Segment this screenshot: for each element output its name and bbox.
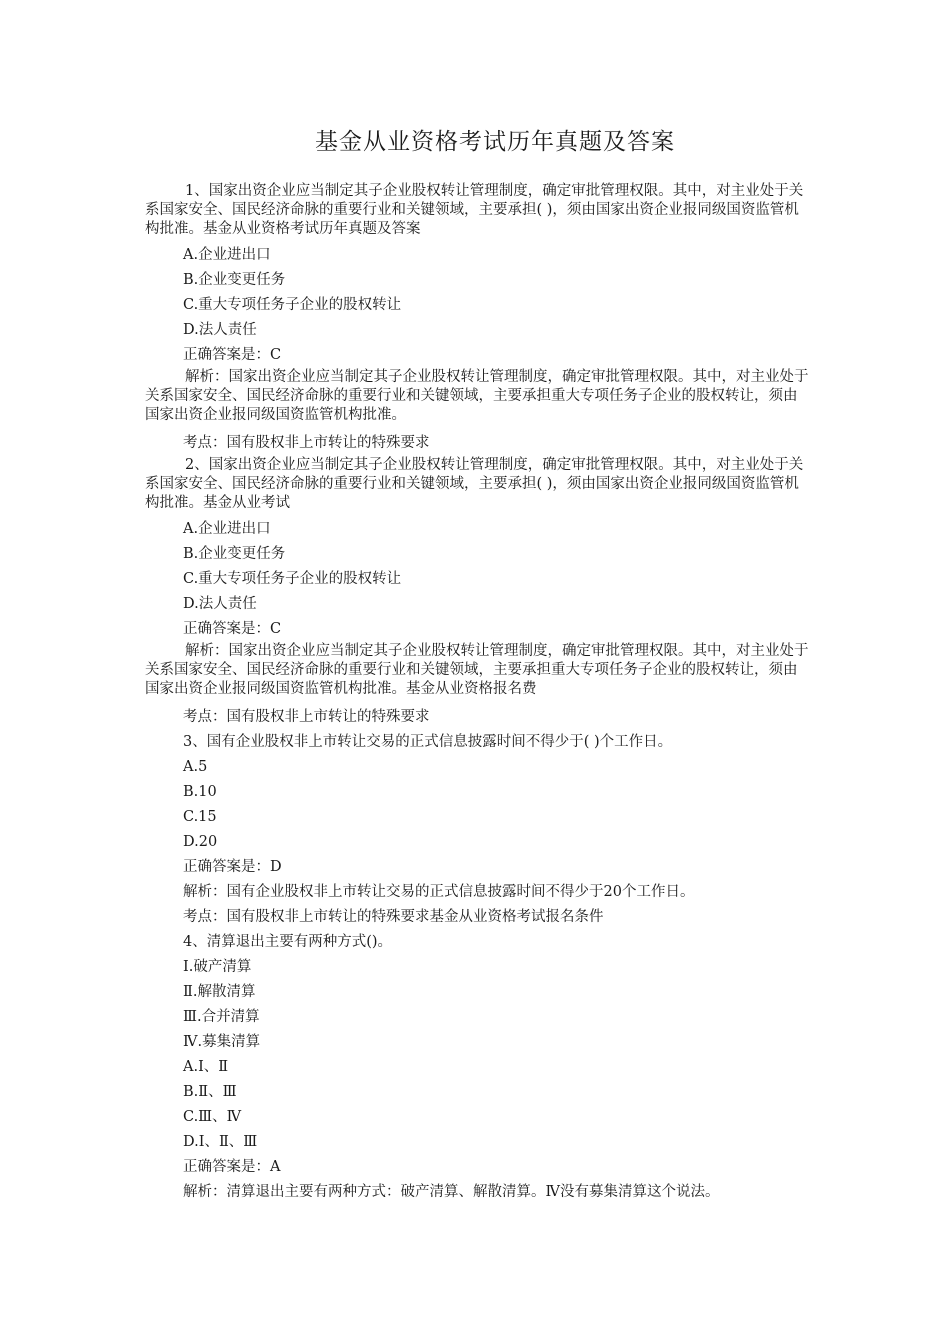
question-2-option-a: A.企业进出口 (183, 521, 271, 537)
question-1-answer: 正确答案是：C (183, 347, 282, 363)
question-4-option-d: D.Ⅰ、Ⅱ、Ⅲ (183, 1134, 258, 1150)
question-3-option-d: D.20 (183, 834, 218, 850)
question-2-option-d: D.法人责任 (183, 596, 257, 612)
question-4-answer: 正确答案是：A (183, 1159, 281, 1175)
question-4-option-b: B.Ⅱ、Ⅲ (183, 1084, 237, 1100)
question-4-item-4: Ⅳ.募集清算 (183, 1034, 261, 1050)
question-3-option-c: C.15 (183, 809, 217, 825)
question-4-item-3: Ⅲ.合并清算 (183, 1009, 260, 1025)
question-4-option-c: C.Ⅲ、Ⅳ (183, 1109, 242, 1125)
question-2-option-c: C.重大专项任务子企业的股权转让 (183, 571, 402, 587)
question-4-option-a: A.Ⅰ、Ⅱ (183, 1059, 229, 1075)
question-4-item-2: Ⅱ.解散清算 (183, 984, 256, 1000)
document-title: 基金从业资格考试历年真题及答案 (315, 129, 675, 155)
question-1-option-d: D.法人责任 (183, 322, 257, 338)
question-2-stem: 2、国家出资企业应当制定其子企业股权转让管理制度，确定审批管理权限。其中，对主业处于关系国家安全、国民经济命脉的重要行业和关键领域，主要承担( )，须由国家出资企业报同级国资监管机构批准。基金从业考试 (145, 457, 804, 511)
question-1-option-a: A.企业进出口 (183, 247, 271, 263)
document-body (145, 182, 810, 1205)
question-1-option-c: C.重大专项任务子企业的股权转让 (183, 297, 402, 313)
question-3-option-b: B.10 (183, 784, 217, 800)
question-1-point: 考点：国有股权非上市转让的特殊要求 (183, 435, 430, 451)
question-3-option-a: A.5 (183, 759, 208, 775)
question-3-stem: 3、国有企业股权非上市转让交易的正式信息披露时间不得少于( )个工作日。 (183, 734, 673, 750)
question-3-point: 考点：国有股权非上市转让的特殊要求基金从业资格考试报名条件 (183, 909, 604, 925)
question-2-point: 考点：国有股权非上市转让的特殊要求 (183, 709, 430, 725)
question-1-stem: 1、国家出资企业应当制定其子企业股权转让管理制度，确定审批管理权限。其中，对主业处于关系国家安全、国民经济命脉的重要行业和关键领域，主要承担( )，须由国家出资企业报同级国资监管机构批准。基金从业资格考试历年真题及答案 (145, 183, 804, 237)
question-4-item-1: Ⅰ.破产清算 (183, 959, 252, 975)
question-1-option-b: B.企业变更任务 (183, 272, 286, 288)
question-4-analysis: 解析：清算退出主要有两种方式：破产清算、解散清算。Ⅳ没有募集清算这个说法。 (183, 1184, 720, 1200)
question-1-analysis: 解析：国家出资企业应当制定其子企业股权转让管理制度，确定审批管理权限。其中，对主业处于关系国家安全、国民经济命脉的重要行业和关键领域，主要承担重大专项任务子企业的股权转让，须由国家出资企业报同级国资监管机构批准。 (145, 369, 809, 423)
question-3-answer: 正确答案是：D (183, 859, 282, 875)
question-4-stem: 4、清算退出主要有两种方式()。 (183, 934, 393, 950)
question-3-analysis: 解析：国有企业股权非上市转让交易的正式信息披露时间不得少于20个工作日。 (183, 884, 695, 900)
question-2-option-b: B.企业变更任务 (183, 546, 286, 562)
question-2-analysis: 解析：国家出资企业应当制定其子企业股权转让管理制度，确定审批管理权限。其中，对主业处于关系国家安全、国民经济命脉的重要行业和关键领域，主要承担重大专项任务子企业的股权转让，须由国家出资企业报同级国资监管机构批准。基金从业资格报名费 (145, 643, 809, 697)
question-2-answer: 正确答案是：C (183, 621, 282, 637)
